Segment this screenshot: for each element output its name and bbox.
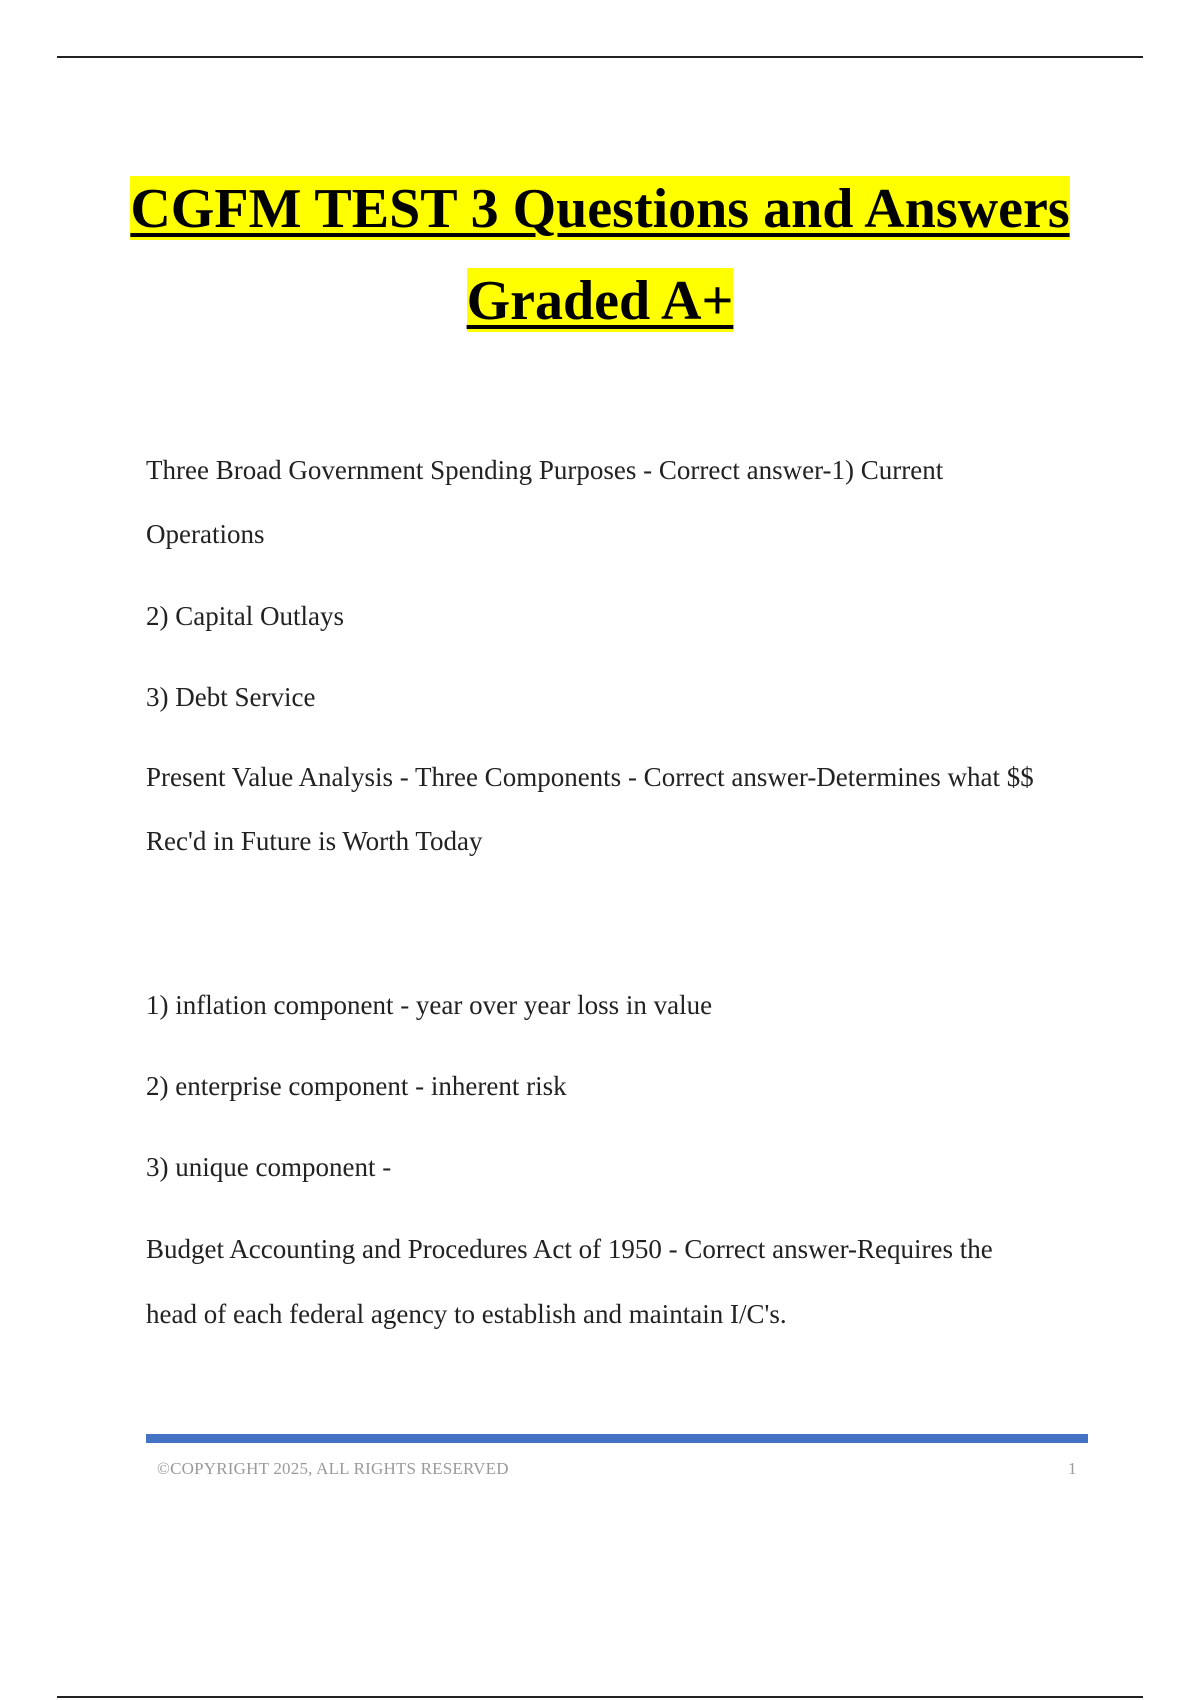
paragraph-line: Rec'd in Future is Worth Today xyxy=(146,826,483,856)
title-line-1: CGFM TEST 3 Questions and Answers xyxy=(130,178,1070,240)
paragraph-line: 3) unique component - xyxy=(146,1152,392,1182)
footer-bar xyxy=(146,1434,1088,1443)
paragraph-line: head of each federal agency to establish and maintain I/C's. xyxy=(146,1299,787,1329)
footer-copyright: ©COPYRIGHT 2025, ALL RIGHTS RESERVED xyxy=(157,1459,509,1478)
document-title xyxy=(0,176,1200,332)
paragraph-line: Budget Accounting and Procedures Act of 1950 - Correct answer-Requires the xyxy=(146,1234,993,1264)
paragraph-line: Operations xyxy=(146,519,265,549)
paragraph-line: Three Broad Government Spending Purposes - Correct answer-1) Current xyxy=(146,455,944,485)
paragraph-line: 3) Debt Service xyxy=(146,682,316,712)
paragraph-line: 2) enterprise component - inherent risk xyxy=(146,1071,567,1101)
paragraph-line: Present Value Analysis - Three Components - Correct answer-Determines what $$ xyxy=(146,762,1034,792)
paragraph-line: 1) inflation component - year over year loss in value xyxy=(146,990,713,1020)
title-line-2: Graded A+ xyxy=(466,270,734,332)
footer-page-number: 1 xyxy=(1068,1459,1077,1478)
bottom-rule xyxy=(57,1696,1143,1698)
top-rule xyxy=(57,56,1143,58)
paragraph-line: 2) Capital Outlays xyxy=(146,601,344,631)
